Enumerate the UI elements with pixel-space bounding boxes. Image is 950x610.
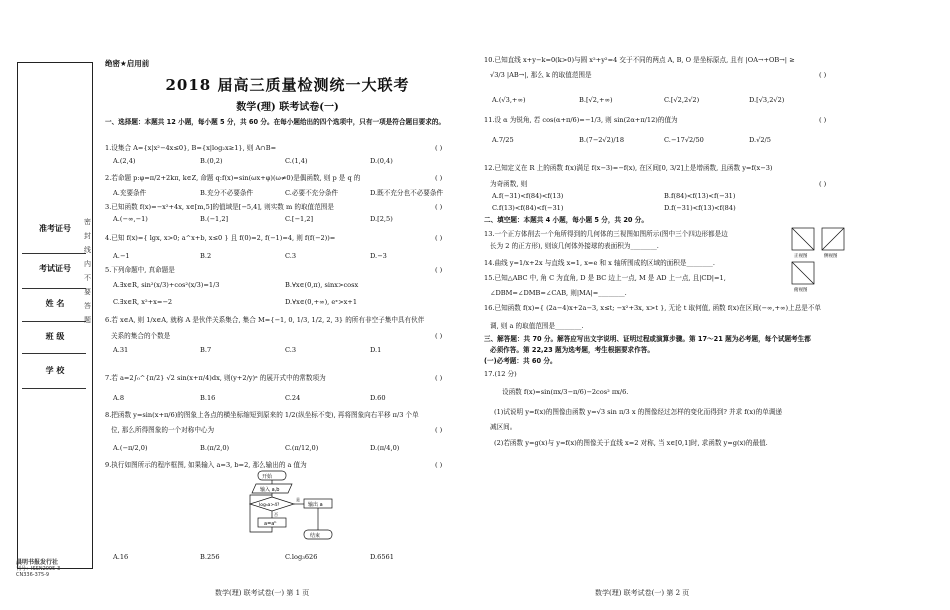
name-label: 姓 名 <box>45 299 65 308</box>
q7-option-b: B.16 <box>200 394 216 402</box>
q2-option-a: A.充要条件 <box>113 189 147 197</box>
q15-stem-line2: ∠DBM=∠DMB=∠CAB, 则|MA|=________. <box>490 289 627 297</box>
flow-decision-label: log₃a>4? <box>259 503 280 508</box>
section2-heading: 二、填空题：本题共 4 小题，每小题 5 分，共 20 分。 <box>484 216 648 224</box>
q6-stem-line1: 6.若 x∈A, 则 1/x∈A, 就称 A 是伙伴关系集合, 集合 M={−1, 0, 1/3, 1/2, 2, 3} 的所有非空子集中具有伙伴 <box>105 316 425 324</box>
q3-option-d: D.[2,5) <box>370 215 393 223</box>
q15-stem-line1: 15.已知△ABC 中, 角 C 为直角, D 是 BC 边上一点, M 是 AD 上一点, 且|CD|=1, <box>484 274 726 282</box>
q11-option-c: C.−17√2/50 <box>664 136 704 144</box>
q16-stem-line1: 16.已知函数 f(x)={ (2a−4)x+2a−3, x≤t; −x²+3x, x>t }, 无论 t 取何值, 函数 f(x)在区间(−∞,+∞)上总是不单 <box>484 304 822 312</box>
exam-id-label: 准考证号 <box>39 224 71 233</box>
q2-option-b: B.充分不必要条件 <box>200 189 254 197</box>
q11-option-d: D.√2/5 <box>749 136 771 144</box>
section3-heading: 三、解答题：共 70 分。解答应写出文字说明、证明过程或演算步骤。第 17～21 题为必考题，每个试题考生都 <box>484 335 811 343</box>
q10-option-d: D.[√3,2√2) <box>749 96 785 104</box>
q6-answer-paren: ( ) <box>435 332 443 340</box>
flow-start-label: 开始 <box>262 474 273 480</box>
q8-option-b: B.(π/2,0) <box>200 444 230 452</box>
q10-answer-paren: ( ) <box>819 71 827 79</box>
school-label: 学 校 <box>45 366 65 375</box>
side-view-label: 侧视图 <box>824 254 838 259</box>
q16-stem-line2: 调, 则 a 的取值范围是________. <box>490 322 584 330</box>
q12-option-d: D.f(−31)<f(13)<f(84) <box>664 204 736 212</box>
q12-stem-line1: 12.已知定义在 R 上的函数 f(x)满足 f(x−3)=−f(x), 在区间[0, 3/2]上是增函数, 且函数 y=f(x−3) <box>484 164 773 172</box>
q9-option-c: C.log₃626 <box>285 553 318 561</box>
q5-option-d: D.∀x∈(0,+∞), eˣ>x+1 <box>285 298 358 306</box>
q6-option-a: A.31 <box>113 346 129 354</box>
q6-option-c: C.3 <box>285 346 297 354</box>
program-flowchart <box>248 470 358 550</box>
binding-margin <box>0 0 92 610</box>
top-view-label: 俯视图 <box>794 288 808 293</box>
flow-yes-label: 是 <box>296 497 300 502</box>
q17-given: 设函数 f(x)=sin(πx/3−π/6)−2cos² πx/6. <box>502 388 629 396</box>
q1-option-c: C.(1,4) <box>285 157 308 165</box>
exam-id-line <box>22 253 86 254</box>
q7-option-c: C.24 <box>285 394 301 402</box>
q8-option-c: C.(π/12,0) <box>285 444 319 452</box>
q3-option-b: B.(−1,2] <box>200 215 229 223</box>
q10-stem-line2: √3/3 |AB→|, 那么 k 的取值范围是 <box>490 71 592 79</box>
q5-option-a: A.∃x∈R, sin²(x/3)+cos²(x/3)=1/3 <box>113 281 220 289</box>
q5-answer-paren: ( ) <box>435 266 443 274</box>
q9-stem: 9.执行如图所示的程序框图, 如果输入 a=3, b=2, 那么输出的 a 值为 <box>105 461 307 469</box>
q10-stem-line1: 10.已知直线 x+y−k=0(k>0)与圆 x²+y²=4 交于不同的两点 A, B, O 是坐标原点, 且有 |OA→+OB→| ≥ <box>484 56 795 64</box>
q1-option-b: B.(0,2) <box>200 157 223 165</box>
q2-stem: 2.若命题 p:φ=π/2+2kπ, k∈Z, 命题 q:f(x)=sin(ωx+φ)(ω≠0)是偶函数, 则 p 是 q 的 <box>105 174 361 182</box>
q9-option-a: A.16 <box>113 553 129 561</box>
q17-header: 17.(12 分) <box>484 370 517 378</box>
class-line <box>22 353 86 354</box>
publisher-name: 晨明书报发行社 <box>16 559 59 566</box>
q17-part2: (2)若函数 y=g(x)与 y=f(x)的图像关于直线 x=2 对称, 当 x∈[0,1]时, 求函数 y=g(x)的最值. <box>494 439 768 447</box>
q3-stem: 3.已知函数 f(x)=−x²+4x, x∈[m,5]的值域是[−5,4], 则实数 m 的取值范围是 <box>105 203 334 211</box>
q10-option-b: B.[√2,+∞) <box>579 96 613 104</box>
q5-option-c: C.∃x∈R, x²+x=−2 <box>113 298 173 306</box>
secret-mark: 绝密★启用前 <box>105 59 150 68</box>
q17-part1-line2: 减区间。 <box>490 423 517 431</box>
class-label: 班 级 <box>45 332 65 341</box>
student-info-strip <box>17 62 93 569</box>
q2-option-d: D.既不充分也不必要条件 <box>370 189 444 197</box>
q7-option-a: A.8 <box>113 394 125 402</box>
q11-option-a: A.7/25 <box>492 136 514 144</box>
test-id-line <box>22 288 86 289</box>
q12-stem-line2: 为奇函数, 则 <box>490 180 528 188</box>
q4-option-a: A.−1 <box>113 252 130 260</box>
q9-option-d: D.6561 <box>370 553 394 561</box>
q1-answer-paren: ( ) <box>435 144 443 152</box>
q6-option-d: D.1 <box>370 346 382 354</box>
q11-answer-paren: ( ) <box>819 116 827 124</box>
seal-line-notice: 密 封 线 内 不 要 答 题 <box>84 218 91 324</box>
school-line <box>22 388 86 389</box>
q12-option-a: A.f(−31)<f(84)<f(13) <box>492 192 564 200</box>
q4-option-d: D.−3 <box>370 252 387 260</box>
page2-footer: 数学(理) 联考试卷(一) 第 2 页 <box>595 589 690 597</box>
q14-stem: 14.曲线 y=1/x+2x 与直线 x=1, x=e 和 x 轴所围成的区域的面积是________. <box>484 259 715 267</box>
q1-option-a: A.(2,4) <box>113 157 136 165</box>
test-id-label: 考试证号 <box>39 264 71 273</box>
q9-answer-paren: ( ) <box>435 461 443 469</box>
q8-stem-line2: 位, 那么所得图象的一个对称中心为 <box>111 426 215 434</box>
q11-stem: 11.设 α 为锐角, 若 cos(α+π/6)=−1/3, 则 sin(2α+π/12)的值为 <box>484 116 678 124</box>
q2-option-c: C.必要不充分条件 <box>285 189 339 197</box>
q17-part1-line1: (1)试说明 y=f(x)的图像由函数 y=√3 sin π/3 x 的图像经过怎样的变化而得到? 并求 f(x)的单调递 <box>494 408 782 416</box>
q1-stem: 1.设集合 A={x|x²−4x≤0}, B={x|log₂x≥1}, 则 A∩B= <box>105 144 277 152</box>
q1-option-d: D.(0,4) <box>370 157 393 165</box>
q3-option-c: C.[−1,2] <box>285 215 314 223</box>
q11-option-b: B.(7−2√2)/18 <box>579 136 625 144</box>
section1-heading: 一、选择题：本题共 12 小题，每小题 5 分，共 60 分。在每小题给出的四个选项中，只有一项是符合题目要求的。 <box>105 118 446 126</box>
q12-option-b: B.f(84)<f(13)<f(−31) <box>664 192 736 200</box>
q10-option-c: C.[√2,2√2) <box>664 96 700 104</box>
q13-stem-line2: 长为 2 的正方形), 则该几何体外接球的表面积为________. <box>490 242 659 250</box>
flow-end-label: 结束 <box>310 533 321 539</box>
flow-output-label: 输出 a <box>308 502 323 508</box>
q7-stem: 7.若 a=2∫₀^{π/2} √2 sin(x+π/4)dx, 则(y+2/y)ᵃ 的展开式中的常数项为 <box>105 374 326 382</box>
q7-option-d: D.60 <box>370 394 386 402</box>
page1-footer: 数学(理) 联考试卷(一) 第 1 页 <box>215 589 310 597</box>
q13-stem-line1: 13.一个正方体削去一个角所得到的几何体的三视图如图所示(图中三个四边形都是边 <box>484 230 728 238</box>
section3-required-heading: (一)必考题：共 60 分。 <box>484 357 557 365</box>
publisher-code-1: 刊号：ISSN2095-3 <box>16 566 61 572</box>
flow-no-label: 否 <box>274 512 278 517</box>
q3-option-a: A.(−∞,−1) <box>113 215 148 223</box>
q12-answer-paren: ( ) <box>819 180 827 188</box>
section3-heading-line2: 必须作答。第 22,23 题为选考题，考生根据要求作答。 <box>490 346 654 354</box>
three-view-figure <box>790 226 850 298</box>
q3-answer-paren: ( ) <box>435 203 443 211</box>
q7-answer-paren: ( ) <box>435 374 443 382</box>
front-view-label: 正视图 <box>794 254 808 259</box>
q12-option-c: C.f(13)<f(84)<f(−31) <box>492 204 564 212</box>
name-line <box>22 321 86 322</box>
q2-answer-paren: ( ) <box>435 174 443 182</box>
q8-answer-paren: ( ) <box>435 426 443 434</box>
q6-option-b: B.7 <box>200 346 212 354</box>
q8-option-d: D.(π/4,0) <box>370 444 400 452</box>
q5-option-b: B.∀x∈(0,π), sinx>cosx <box>285 281 359 289</box>
q8-stem-line1: 8.把函数 y=sin(x+π/6)的图象上各点的横坐标缩短到原来的 1/2(纵坐标不变), 再将图象向右平移 π/3 个单 <box>105 411 419 419</box>
q9-option-b: B.256 <box>200 553 220 561</box>
q4-option-b: B.2 <box>200 252 212 260</box>
q10-option-a: A.(√3,+∞) <box>492 96 526 104</box>
q8-option-a: A.(−π/2,0) <box>113 444 148 452</box>
flow-input-label: 输入 a,b <box>260 487 280 493</box>
q4-option-c: C.3 <box>285 252 297 260</box>
flow-assign-label: a=aᵇ <box>264 521 277 527</box>
q5-stem: 5.下列命题中, 真命题是 <box>105 266 175 274</box>
publisher-code-2: CN336-375-9 <box>16 572 50 578</box>
publisher-info <box>16 560 60 578</box>
q4-stem: 4.已知 f(x)={ lgx, x>0; a^x+b, x≤0 } 且 f(0)=2, f(−1)=4, 则 f(f(−2))= <box>105 234 336 242</box>
exam-title: 2018 届高三质量检测统一大联考 <box>165 76 410 94</box>
q4-answer-paren: ( ) <box>435 234 443 242</box>
q6-stem-line2: 关系的集合的个数是 <box>111 332 171 340</box>
exam-subtitle: 数学(理) 联考试卷(一) <box>236 102 339 113</box>
